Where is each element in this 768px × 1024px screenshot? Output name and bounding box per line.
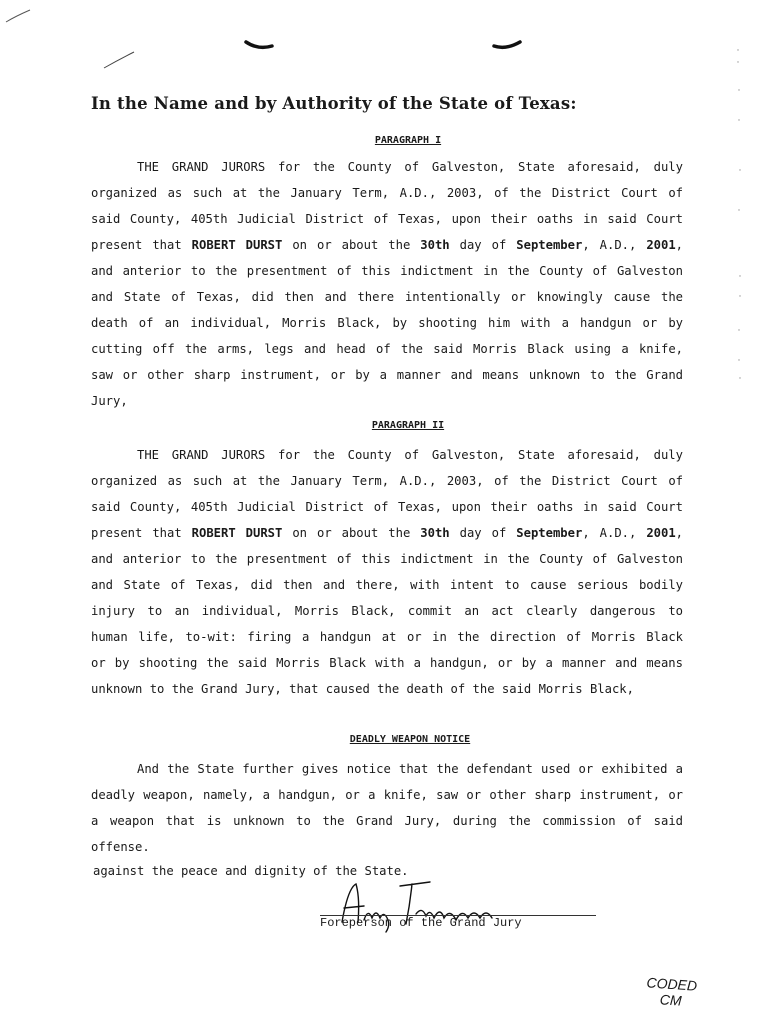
text-line [91,310,683,336]
text-segment: Jury, [91,394,128,408]
text-segment: and anterior to the presentment of this indictment in the County of Galveston [91,264,683,278]
text-segment: , [675,526,684,540]
text-segment: 30th [420,238,450,252]
text-segment: a weapon that is unknown to the Grand Jury, during the commission of said [91,814,683,828]
coded-stamp [645,974,698,1009]
text-segment: September [516,238,583,252]
text-segment: human life, to-wit: firing a handgun at or in the direction of Morris Black [91,630,683,644]
punch-mark-right [494,42,520,47]
text-segment: and State of Texas, did then and there intentionally or knowingly cause the [91,290,683,304]
stamp-line-1: CODED [646,974,698,994]
text-segment: death of an individual, Morris Black, by shooting him with a handgun or by [91,316,683,330]
text-line [91,336,683,362]
text-line [91,650,683,676]
text-line [91,362,683,388]
text-line [91,232,683,258]
text-line [91,756,683,782]
punch-mark-left [246,42,272,47]
text-segment: said County, 405th Judicial District of Texas, upon their oaths in said Court [91,212,683,226]
text-segment: organized as such at the January Term, A.D., 2003, of the District Court of [91,186,683,200]
paragraph-2-heading: PARAGRAPH II [371,420,445,431]
text-segment: ROBERT DURST [191,526,283,540]
text-segment: And the State further gives notice that the defendant used or exhibited a [137,762,683,776]
text-line [91,180,683,206]
scan-mark-top-left [6,10,30,22]
text-segment: 2001 [646,526,676,540]
signature-label: Foreperson of the Grand Jury [320,916,522,930]
text-line [91,572,683,598]
text-segment: and anterior to the presentment of this indictment in the County of Galveston [91,552,683,566]
text-segment: cutting off the arms, legs and head of the said Morris Black using a knife, [91,342,683,356]
text-line [91,442,683,468]
text-segment: THE GRAND JURORS for the County of Galveston, State aforesaid, duly [137,160,683,174]
text-line [91,206,683,232]
text-segment: on or about the [282,526,421,540]
text-segment: unknown to the Grand Jury, that caused the death of the said Morris Black, [91,682,634,696]
text-segment: September [516,526,583,540]
text-line [91,676,683,702]
text-segment: present that [91,526,192,540]
text-segment: present that [91,238,192,252]
text-line [91,546,683,572]
text-line [91,782,683,808]
text-line [91,598,683,624]
text-line [91,468,683,494]
text-segment: ROBERT DURST [191,238,283,252]
text-line [91,258,683,284]
deadly-weapon-notice-heading: DEADLY WEAPON NOTICE [349,734,471,745]
text-segment: THE GRAND JURORS for the County of Galveston, State aforesaid, duly [137,448,683,462]
paragraph-2-body [91,442,683,702]
text-line [91,808,683,834]
text-segment: on or about the [282,238,421,252]
text-segment: , [675,238,684,252]
scan-edge-dots [737,49,740,378]
text-line [91,284,683,310]
text-segment: , A.D., [582,238,647,252]
text-segment: , A.D., [582,526,647,540]
text-segment: or by shooting the said Morris Black with a handgun, or by a manner and means [91,656,683,670]
paragraph-1-heading: PARAGRAPH I [374,135,442,146]
text-segment: 2001 [646,238,676,252]
deadly-weapon-notice-body [91,756,683,860]
text-segment: deadly weapon, namely, a handgun, or a knife, saw or other sharp instrument, or [91,788,683,802]
text-segment: day of [449,238,517,252]
paragraph-1-body [91,154,683,414]
text-line [91,494,683,520]
text-line [91,388,683,414]
text-segment: said County, 405th Judicial District of Texas, upon their oaths in said Court [91,500,683,514]
scan-mark-left [104,52,134,68]
text-line [91,154,683,180]
stamp-line-2: CM [659,991,683,1009]
text-segment: offense. [91,840,150,854]
text-line [91,834,683,860]
text-segment: and State of Texas, did then and there, with intent to cause serious bodily [91,578,683,592]
text-segment: organized as such at the January Term, A.D., 2003, of the District Court of [91,474,683,488]
text-segment: 30th [420,526,450,540]
text-segment: injury to an individual, Morris Black, commit an act clearly dangerous to [91,604,683,618]
text-segment: day of [449,526,517,540]
text-line [91,624,683,650]
text-segment: saw or other sharp instrument, or by a manner and means unknown to the Grand [91,368,683,382]
document-title: In the Name and by Authority of the State of Texas: [91,94,577,113]
closing-statement: against the peace and dignity of the State. [93,864,409,878]
text-line [91,520,683,546]
